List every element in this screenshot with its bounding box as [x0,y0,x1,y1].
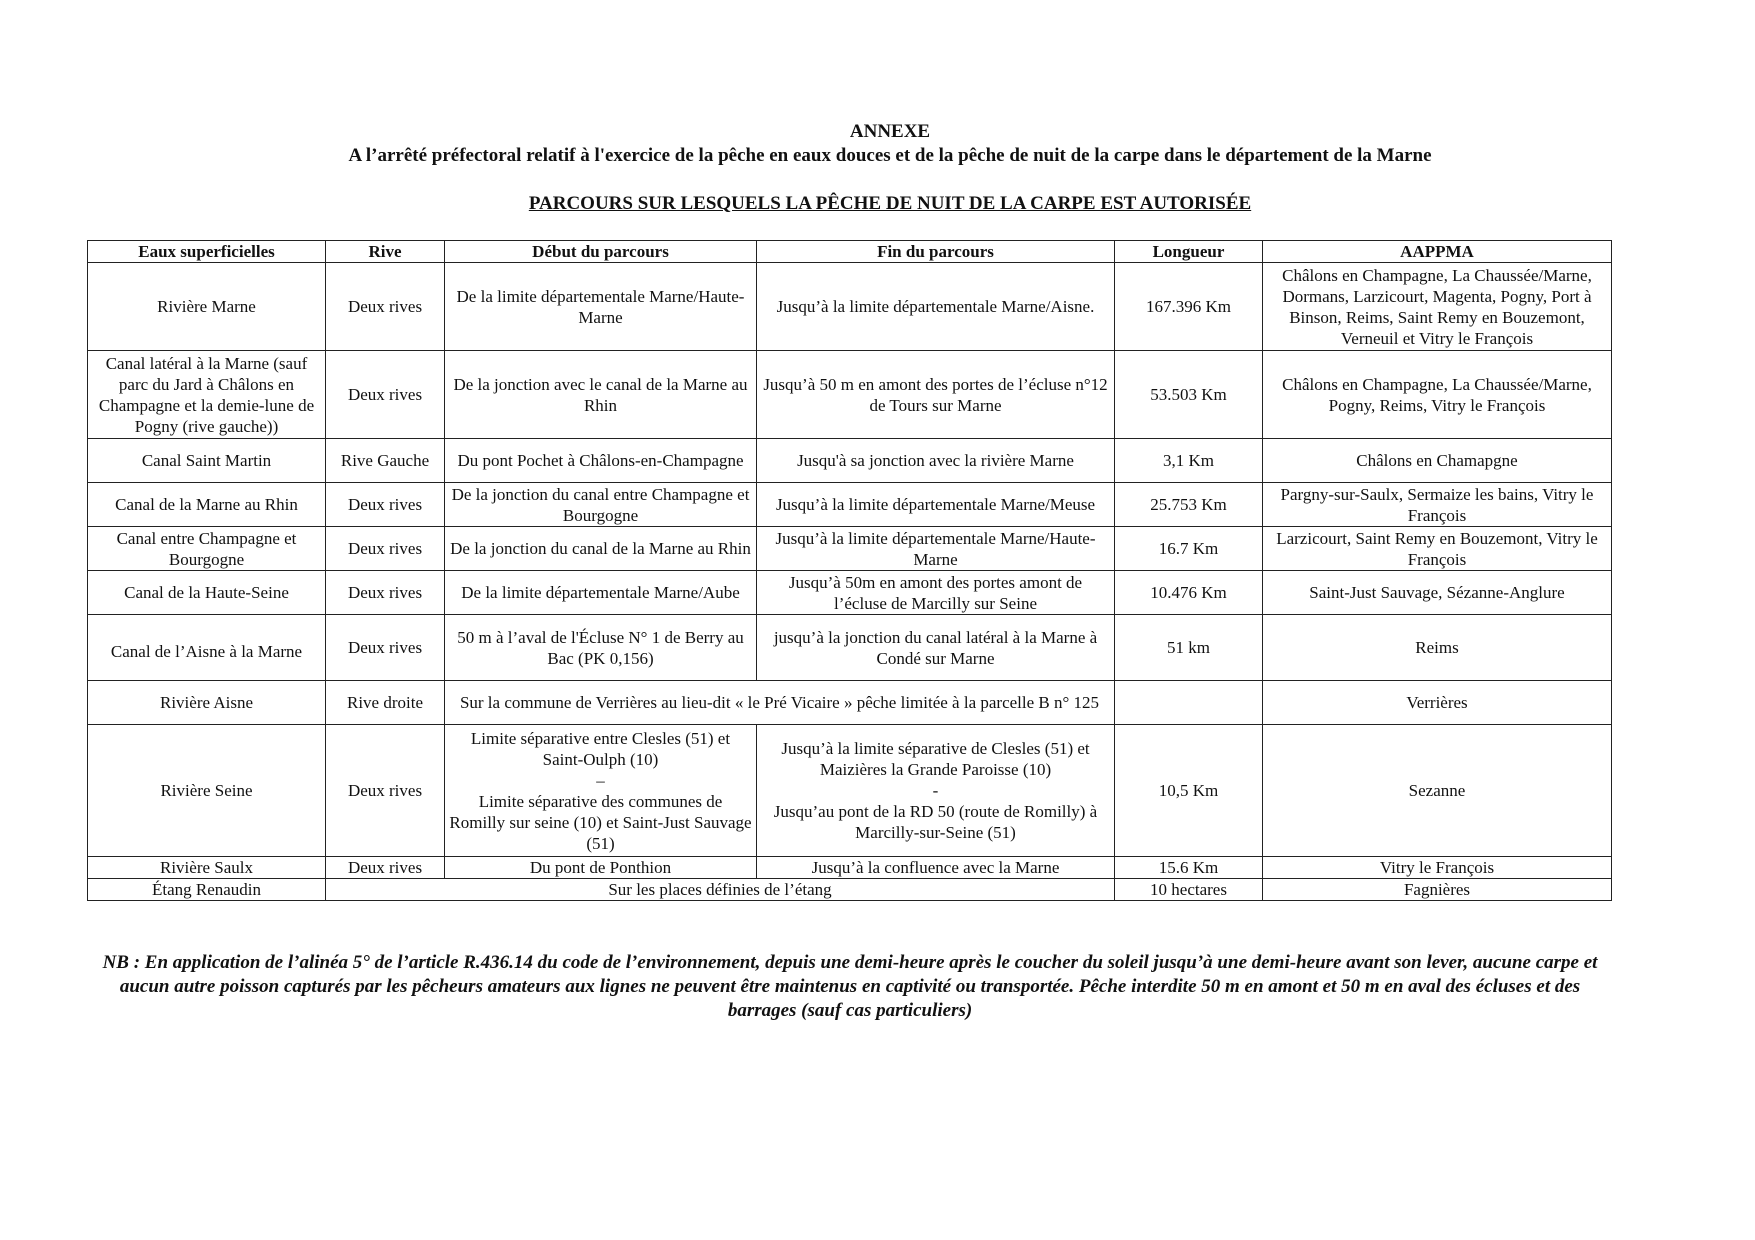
cell-eaux: Canal de l’Aisne à la Marne [88,615,326,681]
fin-part-b: Jusqu’au pont de la RD 50 (route de Romilly) à Marcilly-sur-Seine (51) [773,802,1098,842]
table-row [88,857,1612,879]
cell-eaux: Étang Renaudin [88,879,326,901]
cell-eaux: Canal de la Haute-Seine [88,571,326,615]
cell-rive: Deux rives [326,263,445,351]
cell-debut: De la jonction avec le canal de la Marne au Rhin [445,351,757,439]
cell-debut: 50 m à l’aval de l'Écluse N° 1 de Berry au Bac (PK 0,156) [445,615,757,681]
table-row [88,439,1612,483]
col-header-aappma: AAPPMA [1263,241,1612,263]
cell-aappma: Châlons en Champagne, La Chaussée/Marne, Pogny, Reims, Vitry le François [1263,351,1612,439]
table-row [88,263,1612,351]
cell-aappma: Sezanne [1263,725,1612,857]
table-row [88,571,1612,615]
cell-aappma: Reims [1263,615,1612,681]
cell-eaux: Rivière Saulx [88,857,326,879]
table-row [88,527,1612,571]
cell-debut: De la jonction du canal entre Champagne et Bourgogne [445,483,757,527]
fin-part-a: Jusqu’à la limite séparative de Clesles (51) et Maizières la Grande Paroisse (10) [781,739,1090,779]
cell-debut: De la jonction du canal de la Marne au Rhin [445,527,757,571]
cell-longueur [1115,681,1263,725]
table-header-row [88,241,1612,263]
table-row [88,681,1612,725]
col-header-fin: Fin du parcours [757,241,1115,263]
arrete-heading: A l’arrêté préfectoral relatif à l'exercice de la pêche en eaux douces et de la pêche de nuit de la carpe dans le département de la Marne [348,145,1432,166]
cell-longueur: 16.7 Km [1115,527,1263,571]
col-header-rive: Rive [326,241,445,263]
cell-rive: Rive droite [326,681,445,725]
cell-aappma: Saint-Just Sauvage, Sézanne-Anglure [1263,571,1612,615]
cell-debut: Du pont de Ponthion [445,857,757,879]
cell-fin: jusqu’à la jonction du canal latéral à la Marne à Condé sur Marne [757,615,1115,681]
col-header-longueur: Longueur [1115,241,1263,263]
cell-longueur: 53.503 Km [1115,351,1263,439]
cell-longueur: 167.396 Km [1115,263,1263,351]
parcours-title [0,193,1755,215]
cell-eaux: Rivière Marne [88,263,326,351]
cell-eaux: Rivière Seine [88,725,326,857]
parcours-title-text: PARCOURS SUR LESQUELS LA PÊCHE DE NUIT DE LA CARPE EST AUTORISÉE [528,193,1252,214]
cell-rive: Deux rives [326,725,445,857]
cell-fin: Jusqu’à 50 m en amont des portes de l’écluse n°12 de Tours sur Marne [757,351,1115,439]
cell-fin [757,725,1115,857]
debut-separator: – [596,770,605,790]
debut-part-a: Limite séparative entre Clesles (51) et Saint-Oulph (10) [470,728,731,769]
cell-fin: Jusqu’à la confluence avec la Marne [757,857,1115,879]
fin-separator: - [932,781,939,800]
cell-eaux: Canal de la Marne au Rhin [88,483,326,527]
table-row [88,615,1612,681]
table-row [88,483,1612,527]
cell-fin: Jusqu'à sa jonction avec la rivière Marne [757,439,1115,483]
col-header-eaux: Eaux superficielles [88,241,326,263]
cell-debut [445,725,757,857]
cell-debut: De la limite départementale Marne/Haute-Marne [445,263,757,351]
table-row [88,725,1612,857]
table-row [88,879,1612,901]
cell-fin: Jusqu’à 50m en amont des portes amont de l’écluse de Marcilly sur Seine [757,571,1115,615]
cell-fin: Jusqu’à la limite départementale Marne/Haute-Marne [757,527,1115,571]
cell-eaux: Canal entre Champagne et Bourgogne [88,527,326,571]
cell-longueur: 51 km [1115,615,1263,681]
debut-part-b: Limite séparative des communes de Romilly sur seine (10) et Saint-Just Sauvage (51) [449,791,752,853]
cell-aappma: Châlons en Champagne, La Chaussée/Marne, Dormans, Larzicourt, Magenta, Pogny, Port à Binson, Reims, Saint Remy en Bouzemont, Verneuil et Vitry le François [1263,263,1612,351]
cell-rive: Deux rives [326,571,445,615]
cell-aappma: Vitry le François [1263,857,1612,879]
cell-parcours: Sur la commune de Verrières au lieu-dit « le Pré Vicaire » pêche limitée à la parcelle B n° 125 [445,681,1115,725]
cell-debut: Du pont Pochet à Châlons-en-Champagne [445,439,757,483]
cell-fin: Jusqu’à la limite départementale Marne/Meuse [757,483,1115,527]
cell-eaux: Rivière Aisne [88,681,326,725]
cell-longueur: 15.6 Km [1115,857,1263,879]
cell-eaux: Canal latéral à la Marne (sauf parc du Jard à Châlons en Champagne et la demie-lune de Pogny (rive gauche)) [88,351,326,439]
cell-longueur: 10 hectares [1115,879,1263,901]
cell-longueur: 25.753 Km [1115,483,1263,527]
cell-rive: Deux rives [326,351,445,439]
cell-rive: Deux rives [326,483,445,527]
cell-aappma: Châlons en Chamapgne [1263,439,1612,483]
nb-footnote: NB : En application de l’alinéa 5° de l’article R.436.14 du code de l’environnement, depuis une demi-heure après le coucher du soleil jusqu’à une demi-heure avant son lever, aucune carpe et aucun autre poisson capturés par les pêcheurs amateurs aux lignes ne peuvent être maintenus en captivité ou transportée. Pêche interdite 50 m en amont et 50 m en aval des écluses et des barrages (sauf cas particuliers) [102,952,1598,1021]
cell-rive: Deux rives [326,615,445,681]
cell-fin: Jusqu’à la limite départementale Marne/Aisne. [757,263,1115,351]
cell-longueur: 3,1 Km [1115,439,1263,483]
cell-aappma: Larzicourt, Saint Remy en Bouzemont, Vitry le François [1263,527,1612,571]
cell-aappma: Verrières [1263,681,1612,725]
cell-longueur: 10.476 Km [1115,571,1263,615]
cell-rive: Deux rives [326,857,445,879]
cell-debut: De la limite départementale Marne/Aube [445,571,757,615]
cell-rive: Rive Gauche [326,439,445,483]
cell-eaux: Canal Saint Martin [88,439,326,483]
cell-aappma: Fagnières [1263,879,1612,901]
annexe-heading: ANNEXE [849,121,931,142]
cell-aappma: Pargny-sur-Saulx, Sermaize les bains, Vitry le François [1263,483,1612,527]
cell-parcours: Sur les places définies de l’étang [326,879,1115,901]
cell-longueur: 10,5 Km [1115,725,1263,857]
cell-rive: Deux rives [326,527,445,571]
parcours-table [87,240,1612,901]
col-header-debut: Début du parcours [445,241,757,263]
table-row [88,351,1612,439]
